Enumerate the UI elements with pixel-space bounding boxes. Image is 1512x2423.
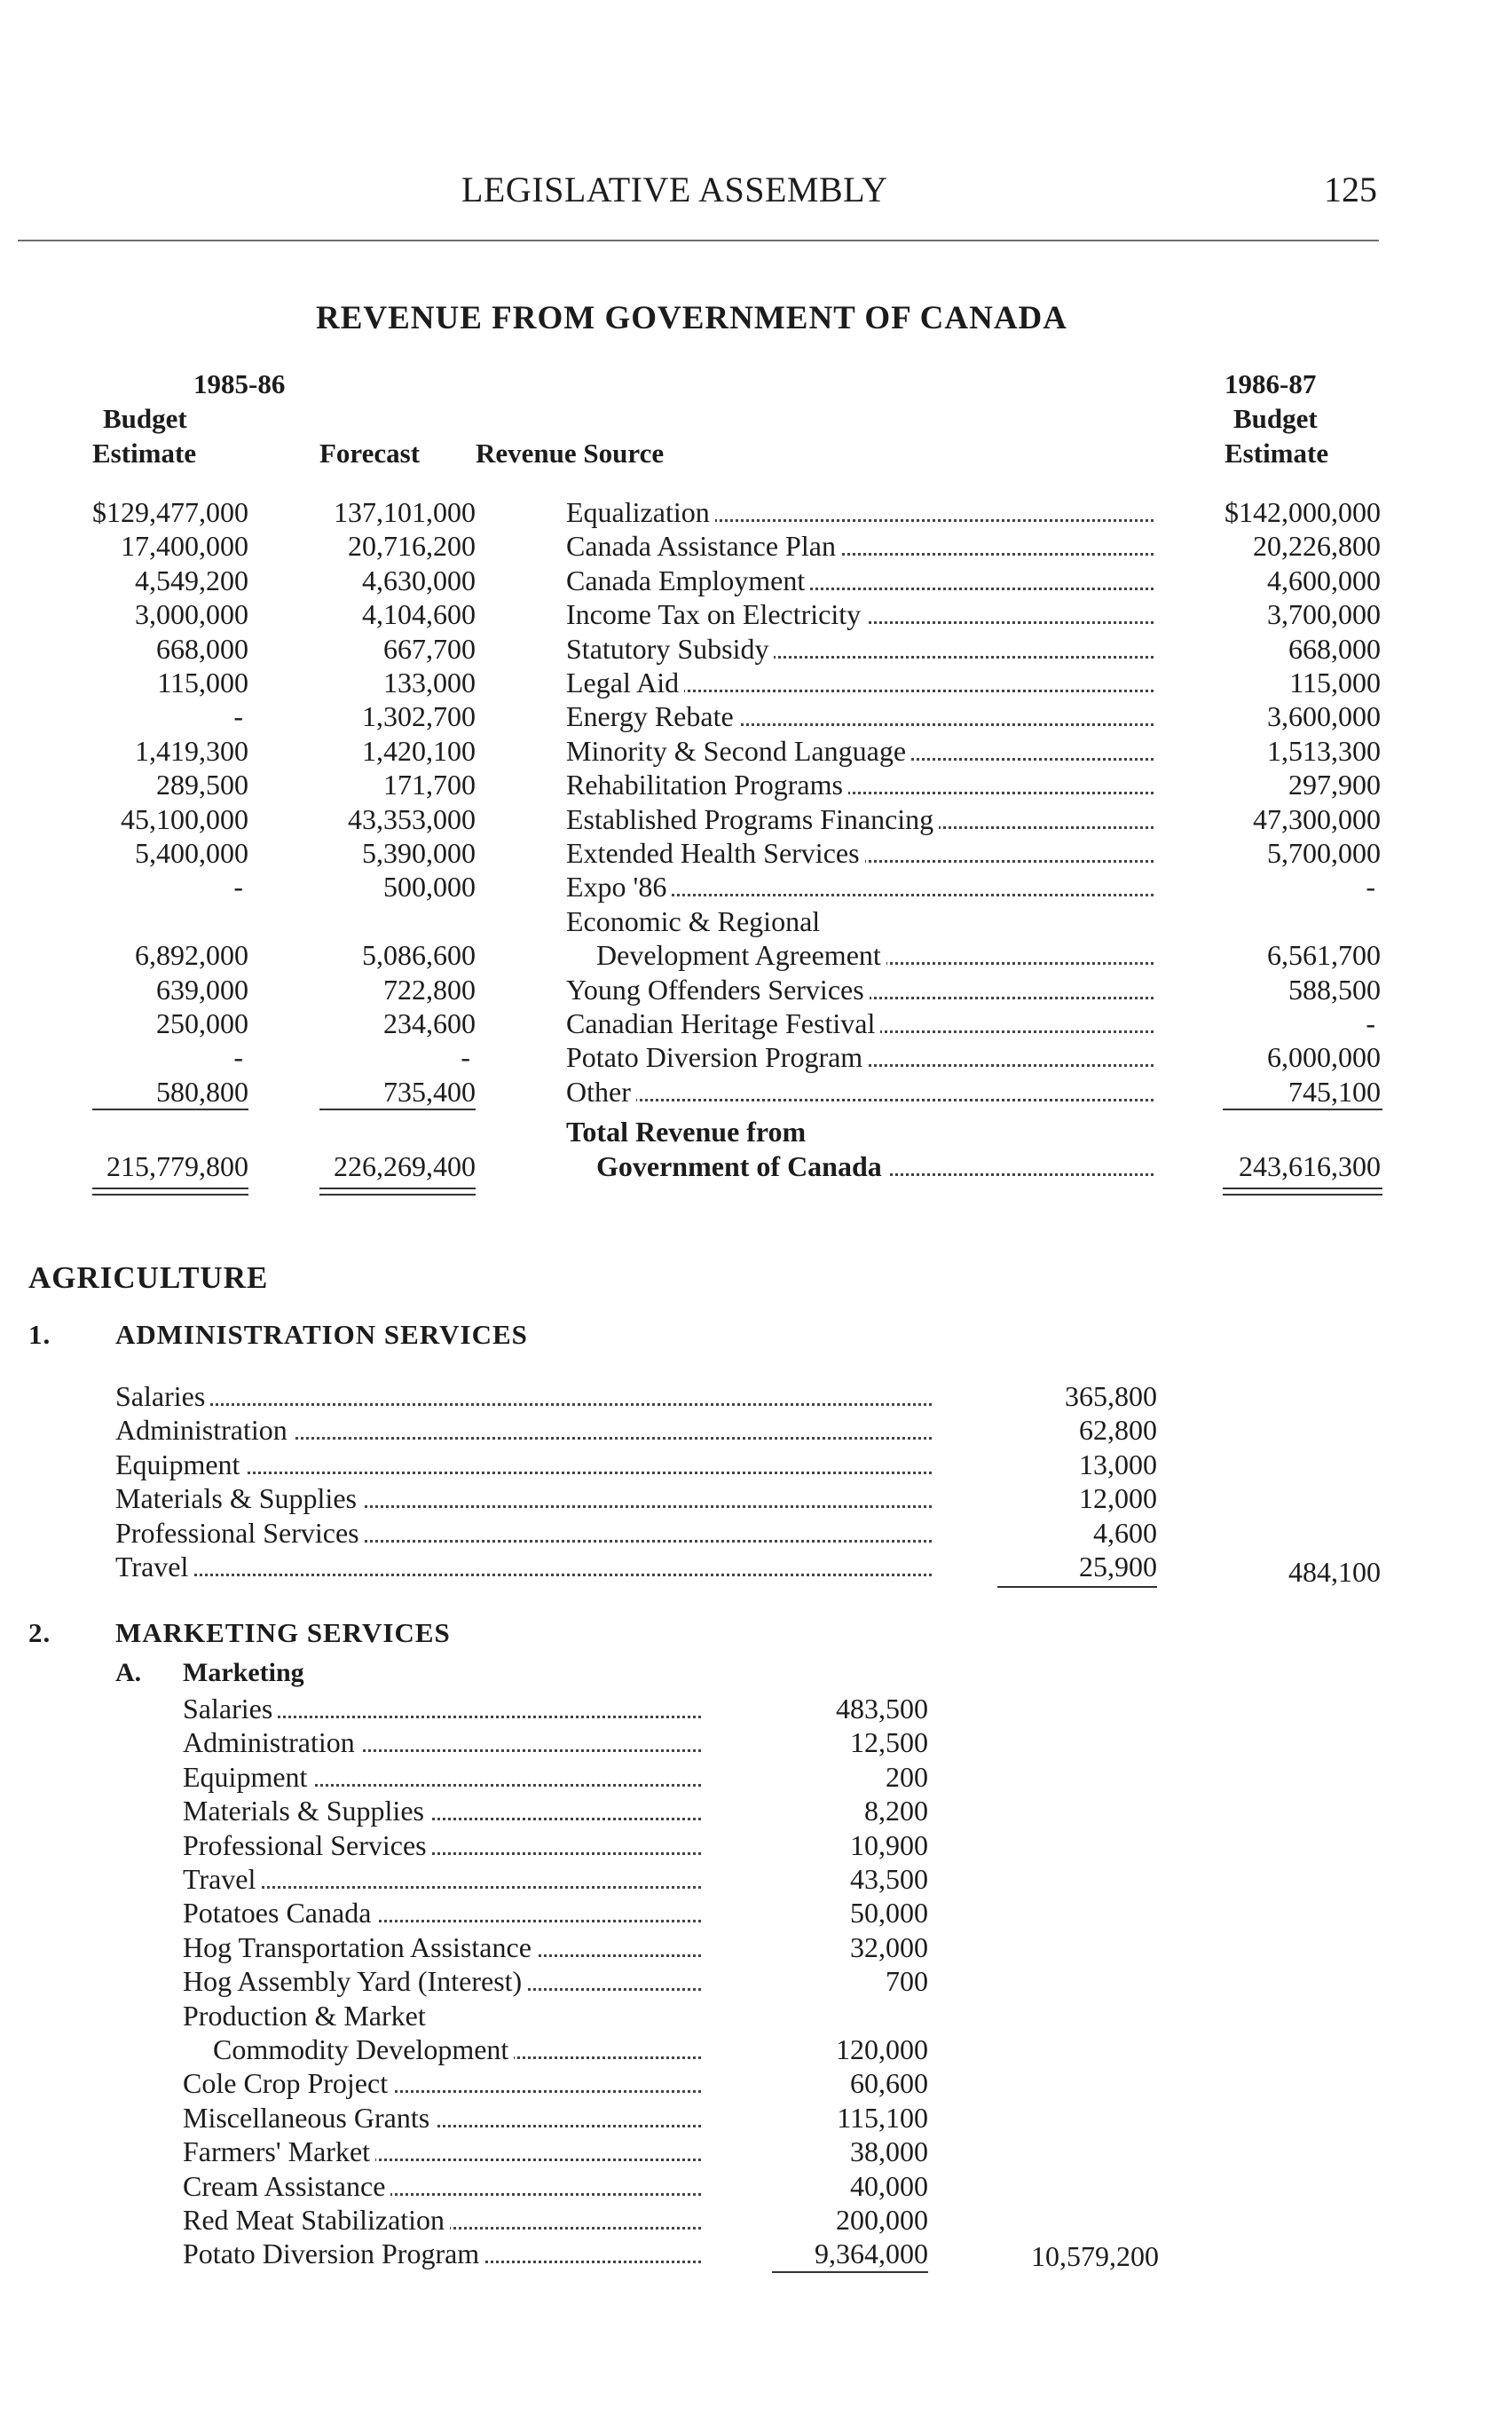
s2a-item-label (183, 2237, 701, 2270)
col-estimate-right: Estimate (1225, 438, 1329, 469)
revenue-forecast-cell: 500,000 (383, 871, 476, 903)
page-number: 125 (1324, 170, 1377, 209)
revenue-forecast-cell: 722,800 (383, 974, 476, 1006)
s2a-item-label (183, 1999, 701, 2032)
s2a-item-text: Red Meat Stabilization (183, 2204, 450, 2236)
revenue-source-cell (566, 870, 1154, 904)
revenue-budget-cell: - (233, 1041, 243, 1073)
revenue-forecast-cell: 20,716,200 (348, 530, 476, 562)
s2a-item-amount: 50,000 (850, 1897, 928, 1929)
col-forecast: Forecast (319, 438, 421, 469)
s2a-item-label (213, 2032, 701, 2066)
total-estimate-dbl1 (1223, 1188, 1382, 1189)
s1-item-row (0, 1481, 1512, 1515)
total-estimate-dbl2 (1223, 1194, 1382, 1196)
revenue-budget-cell: - (233, 700, 243, 732)
revenue-row (0, 1075, 1512, 1109)
revenue-forecast-cell: 735,400 (383, 1076, 476, 1108)
revenue-forecast-cell: 43,353,000 (348, 803, 476, 835)
revenue-source-cell (566, 564, 1154, 597)
revenue-source-cell (566, 973, 1154, 1006)
s2a-title: Marketing (183, 1658, 304, 1687)
s1-total: 484,100 (1288, 1556, 1381, 1588)
revenue-forecast-cell: 5,390,000 (362, 837, 476, 869)
revenue-source-cell (566, 666, 1154, 699)
s2a-item-label (183, 1692, 701, 1725)
s2a-item-text: Administration (183, 1726, 360, 1758)
revenue-row (0, 870, 1512, 904)
s2a-item-row (0, 1692, 1512, 1725)
s2a-item-text: Equipment (183, 1761, 312, 1793)
revenue-source-label: Expo '86 (566, 871, 672, 903)
revenue-estimate-cell: 4,600,000 (1267, 564, 1381, 596)
s2a-item-text: Production & Market (183, 2000, 431, 2032)
s1-item-amount: 12,000 (1079, 1482, 1157, 1514)
revenue-source-label: Other (566, 1076, 636, 1108)
s2a-item-amount: 10,900 (850, 1829, 928, 1861)
s2a-item-row (0, 2101, 1512, 2135)
revenue-estimate-cell: 20,226,800 (1253, 530, 1381, 562)
s2a-item-label (183, 2135, 701, 2168)
s2a-item-text: Professional Services (183, 1829, 432, 1861)
total-label-2 (596, 1149, 1154, 1183)
col-year-right: 1986-87 (1225, 368, 1317, 399)
revenue-row (0, 938, 1512, 972)
s2a-item-row (0, 1896, 1512, 1930)
revenue-row (0, 973, 1512, 1006)
revenue-forecast-cell: 1,420,100 (362, 735, 476, 767)
s2a-item-label (183, 2066, 701, 2100)
revenue-source-cell (566, 1075, 1154, 1109)
s2a-item-amount: 200 (886, 1761, 928, 1793)
s2a-item-row (0, 2135, 1512, 2168)
s2a-item-amount: 8,200 (864, 1795, 928, 1827)
s2a-item-label (183, 1725, 701, 1759)
s2a-item-row (0, 1760, 1512, 1794)
revenue-budget-cell: 5,400,000 (135, 837, 248, 869)
s2a-item-amount: 40,000 (850, 2170, 928, 2202)
col-budget-right: Budget (1233, 403, 1318, 434)
revenue-source-label: Potato Diversion Program (566, 1041, 868, 1073)
total-row (0, 1149, 1512, 1183)
s2a-item-row (0, 2032, 1512, 2066)
revenue-estimate-cell: 5,700,000 (1267, 837, 1381, 869)
s2a-item-amount: 483,500 (836, 1693, 928, 1725)
s2a-item-text: Potato Diversion Program (183, 2238, 484, 2269)
revenue-forecast-cell: 234,600 (383, 1007, 476, 1039)
revenue-forecast-cell: 5,086,600 (362, 939, 476, 971)
revenue-source-label: Young Offenders Services (566, 974, 870, 1006)
revenue-forecast-cell: 4,630,000 (362, 564, 476, 596)
s1-item-label (115, 1448, 932, 1481)
s2a-item-label (183, 2203, 701, 2237)
s2a-item-text: Salaries (183, 1693, 278, 1725)
revenue-source-label: Statutory Subsidy (566, 633, 774, 665)
s2a-item-row (0, 1930, 1512, 1964)
total-budget-dbl2 (92, 1194, 248, 1196)
s1-item-label (115, 1481, 932, 1515)
revenue-budget-cell: - (233, 871, 243, 903)
s1-item-row (0, 1448, 1512, 1481)
s2a-item-amount: 60,600 (850, 2067, 928, 2099)
s2a-item-amount: 120,000 (836, 2033, 928, 2065)
revenue-estimate-cell: 3,700,000 (1267, 598, 1381, 630)
revenue-subtotal-underline (92, 1109, 248, 1110)
revenue-row (0, 836, 1512, 870)
s2a-item-label (183, 1930, 701, 1964)
revenue-title: REVENUE FROM GOVERNMENT OF CANADA (316, 300, 1067, 336)
revenue-budget-cell: $129,477,000 (92, 496, 248, 528)
col-year-left: 1985-86 (193, 368, 286, 399)
revenue-source-cell (566, 529, 1154, 563)
revenue-row (0, 768, 1512, 801)
s2a-item-amount: 32,000 (850, 1931, 928, 1963)
revenue-source-cell (566, 495, 1154, 529)
total-forecast-dbl1 (319, 1188, 476, 1189)
revenue-row (0, 564, 1512, 597)
s2a-item-label (183, 2101, 701, 2135)
s1-item-text: Materials & Supplies (115, 1482, 362, 1514)
agriculture-title: AGRICULTURE (28, 1260, 269, 1295)
revenue-subtotal-underline (1223, 1109, 1382, 1110)
revenue-forecast-cell: 137,101,000 (334, 496, 476, 528)
s1-item-label (115, 1550, 932, 1583)
s1-item-text: Equipment (115, 1448, 245, 1480)
s1-item-row (0, 1413, 1512, 1447)
s2a-item-label (183, 2169, 701, 2203)
s1-number: 1. (28, 1319, 51, 1350)
revenue-budget-cell: 6,892,000 (135, 939, 248, 971)
header-rule (18, 240, 1379, 241)
s2a-item-text: Travel (183, 1863, 261, 1895)
revenue-row (0, 666, 1512, 699)
s1-underline (997, 1586, 1157, 1588)
revenue-source-cell (566, 802, 1154, 836)
revenue-forecast-cell: 171,700 (383, 769, 476, 801)
s2a-item-amount: 115,100 (837, 2102, 928, 2134)
total-budget-dbl1 (92, 1188, 248, 1189)
s2a-item-row (0, 1999, 1512, 2032)
s2a-item-label (183, 1828, 701, 1862)
revenue-budget-cell: 45,100,000 (121, 803, 248, 835)
revenue-source-cell (566, 734, 1154, 768)
s1-item-amount: 365,800 (1065, 1380, 1157, 1412)
revenue-source-label: Rehabilitation Programs (566, 769, 848, 801)
s2a-item-text: Miscellaneous Grants (183, 2102, 435, 2134)
revenue-estimate-cell: 47,300,000 (1253, 803, 1381, 835)
s1-item-amount: 25,900 (1079, 1551, 1157, 1582)
s2a-item-text: Hog Assembly Yard (Interest) (183, 1965, 527, 1997)
s2a-item-label (183, 1964, 701, 1998)
s2-title: MARKETING SERVICES (115, 1617, 451, 1648)
revenue-estimate-cell: 6,000,000 (1267, 1041, 1381, 1073)
s2a-item-text: Hog Transportation Assistance (183, 1931, 537, 1963)
revenue-source-cell (566, 836, 1154, 870)
s2a-item-label (183, 1794, 701, 1827)
col-budget-left: Budget (103, 403, 187, 434)
s2a-item-text: Commodity Development (213, 2033, 514, 2065)
s2a-item-text: Cream Assistance (183, 2170, 390, 2202)
revenue-forecast-cell: 667,700 (383, 633, 476, 665)
revenue-source-label: Minority & Second Language (566, 735, 911, 767)
revenue-row (0, 904, 1512, 938)
col-estimate-left: Estimate (92, 438, 197, 469)
revenue-source-label: Equalization (566, 496, 715, 528)
revenue-estimate-cell: 588,500 (1288, 974, 1381, 1006)
revenue-estimate-cell: 668,000 (1288, 633, 1381, 665)
revenue-budget-cell: 580,800 (156, 1076, 248, 1108)
revenue-row (0, 495, 1512, 529)
revenue-budget-cell: 289,500 (156, 769, 248, 801)
revenue-estimate-cell: 1,513,300 (1267, 735, 1381, 767)
s2a-item-amount: 9,364,000 (815, 2238, 928, 2269)
s2a-item-text: Materials & Supplies (183, 1795, 429, 1827)
s1-item-label (115, 1516, 932, 1550)
s2a-item-text: Potatoes Canada (183, 1897, 376, 1929)
revenue-source-label: Economic & Regional (566, 905, 825, 937)
revenue-budget-cell: 3,000,000 (135, 598, 248, 630)
s2a-item-row (0, 1828, 1512, 1862)
revenue-budget-cell: 1,419,300 (135, 735, 248, 767)
s1-item-amount: 4,600 (1093, 1517, 1157, 1549)
revenue-row (0, 699, 1512, 733)
s2a-total: 10,579,200 (1031, 2240, 1159, 2272)
s2-number: 2. (28, 1617, 51, 1648)
total-budget: 215,779,800 (106, 1150, 248, 1182)
revenue-source-label: Income Tax on Electricity (566, 598, 866, 630)
total-label-1: Total Revenue from (566, 1116, 807, 1148)
s2a-item-row (0, 1862, 1512, 1896)
revenue-source-cell (566, 699, 1154, 733)
revenue-forecast-cell: 4,104,600 (362, 598, 476, 630)
revenue-source-label: Extended Health Services (566, 837, 865, 869)
s1-item-row (0, 1379, 1512, 1413)
revenue-budget-cell: 17,400,000 (121, 530, 248, 562)
s1-item-amount: 13,000 (1079, 1448, 1157, 1480)
s2a-item-row (0, 1725, 1512, 1759)
s2a-item-row (0, 1794, 1512, 1827)
s2a-item-row (0, 2066, 1512, 2100)
s2a-item-text: Farmers' Market (183, 2135, 375, 2167)
s2a-item-label (183, 1862, 701, 1896)
revenue-budget-cell: 668,000 (156, 633, 248, 665)
total-forecast-dbl2 (319, 1194, 476, 1196)
revenue-row (0, 632, 1512, 666)
revenue-estimate-cell: 297,900 (1288, 769, 1381, 801)
revenue-source-label: Development Agreement (596, 939, 886, 971)
s1-item-label (115, 1379, 932, 1413)
revenue-budget-cell: 115,000 (157, 667, 248, 698)
s2a-item-amount: 200,000 (836, 2204, 928, 2236)
revenue-source-label: Established Programs Financing (566, 803, 939, 835)
revenue-source-cell (566, 1040, 1154, 1074)
revenue-source-cell (566, 904, 1154, 938)
page-header-title: LEGISLATIVE ASSEMBLY (461, 170, 888, 209)
revenue-source-cell (566, 768, 1154, 801)
revenue-budget-cell: 250,000 (156, 1007, 248, 1039)
revenue-row (0, 734, 1512, 768)
s1-item-text: Travel (115, 1551, 193, 1582)
col-revenue-source: Revenue Source (476, 438, 665, 469)
revenue-row (0, 597, 1512, 631)
revenue-forecast-cell: 133,000 (383, 667, 476, 698)
s1-title: ADMINISTRATION SERVICES (115, 1319, 528, 1350)
revenue-estimate-cell: 3,600,000 (1267, 700, 1381, 732)
revenue-row (0, 802, 1512, 836)
s1-item-text: Professional Services (115, 1517, 365, 1549)
revenue-source-label: Legal Aid (566, 667, 684, 698)
revenue-source-label: Canada Employment (566, 564, 810, 596)
revenue-estimate-cell: - (1366, 1007, 1375, 1039)
s1-item-row (0, 1516, 1512, 1550)
total-forecast: 226,269,400 (334, 1150, 476, 1182)
s2a-item-row (0, 2203, 1512, 2237)
revenue-estimate-cell: - (1366, 871, 1375, 903)
s1-item-text: Administration (115, 1414, 293, 1446)
revenue-estimate-cell: 745,100 (1288, 1076, 1381, 1108)
revenue-source-label: Canadian Heritage Festival (566, 1007, 880, 1039)
s2a-underline (772, 2271, 928, 2273)
total-estimate: 243,616,300 (1239, 1150, 1381, 1182)
s1-item-text: Salaries (115, 1380, 210, 1412)
revenue-row (0, 1040, 1512, 1074)
s1-item-amount: 62,800 (1079, 1414, 1157, 1446)
revenue-row (0, 1006, 1512, 1040)
s2a-item-row (0, 2169, 1512, 2203)
total-label-2-text: Government of Canada (596, 1150, 887, 1182)
revenue-budget-cell: 4,549,200 (135, 564, 248, 596)
s2a-item-row (0, 2237, 1512, 2270)
revenue-budget-cell: 639,000 (156, 974, 248, 1006)
revenue-estimate-cell: 6,561,700 (1267, 939, 1381, 971)
revenue-row (0, 529, 1512, 563)
s2a-item-row (0, 1964, 1512, 1998)
revenue-source-label: Energy Rebate (566, 700, 739, 732)
s2a-letter: A. (115, 1658, 142, 1687)
s2a-item-label (183, 1760, 701, 1794)
revenue-source-cell (566, 1006, 1154, 1040)
s1-item-label (115, 1413, 932, 1447)
s2a-item-text: Cole Crop Project (183, 2067, 393, 2099)
revenue-estimate-cell: $142,000,000 (1225, 496, 1381, 528)
revenue-source-cell (566, 632, 1154, 666)
revenue-estimate-cell: 115,000 (1289, 667, 1381, 698)
revenue-source-cell (566, 597, 1154, 631)
s2a-item-amount: 12,500 (850, 1726, 928, 1758)
s2a-item-amount: 43,500 (850, 1863, 928, 1895)
s2a-item-amount: 38,000 (850, 2135, 928, 2167)
s2a-item-amount: 700 (886, 1965, 928, 1997)
revenue-source-label: Canada Assistance Plan (566, 530, 841, 562)
s2a-item-label (183, 1896, 701, 1930)
revenue-source-cell (596, 938, 1154, 972)
revenue-forecast-cell: - (461, 1041, 470, 1073)
revenue-subtotal-underline (319, 1109, 476, 1110)
revenue-forecast-cell: 1,302,700 (362, 700, 476, 732)
